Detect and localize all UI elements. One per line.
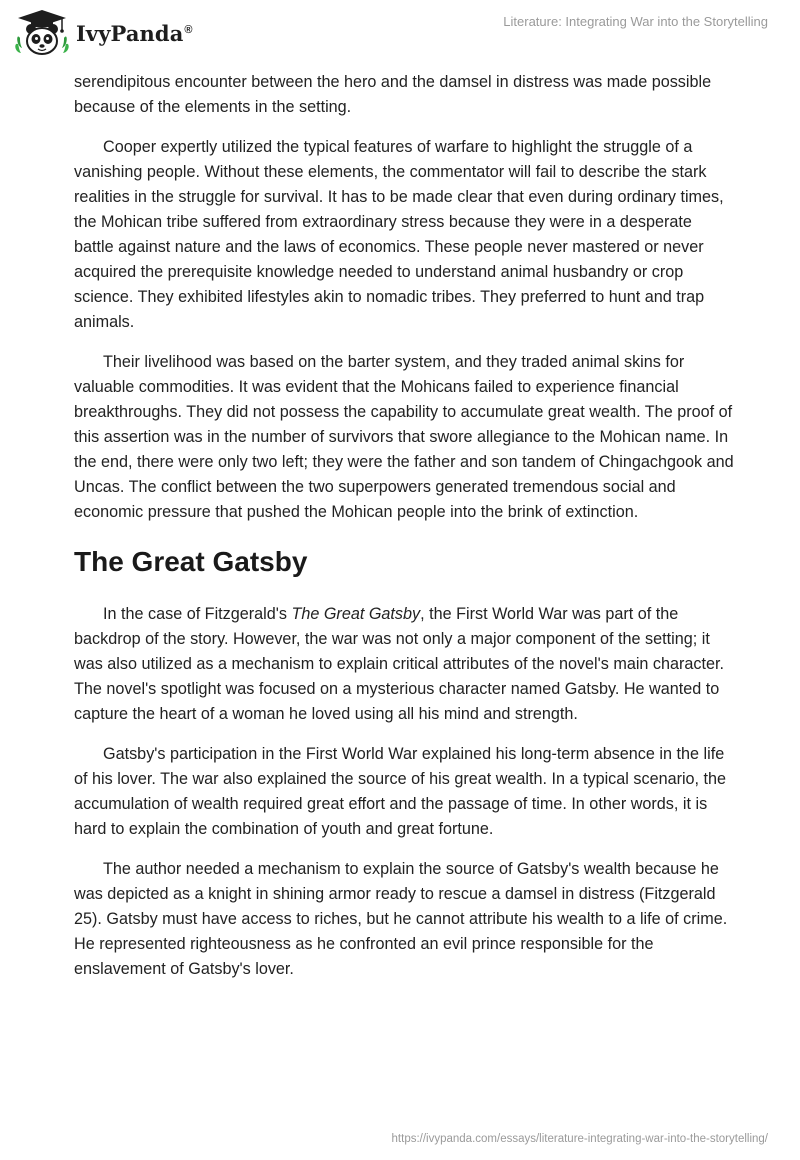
book-title-italic: The Great Gatsby <box>291 605 421 623</box>
paragraph-gatsby-wealth: The author needed a mechanism to explain the source of Gatsby's wealth because he was depicted as a knight in shining armor ready to rescue a damsel in distress (Fitzgerald 25). Gatsby must have access to riches, but he cannot attribute his wealth to a life of crime. He represented righteousness as he confronted an evil prince responsible for the enslavement of Gatsby's lover. <box>74 860 728 978</box>
paragraph-continued: serendipitous encounter between the hero and the damsel in distress was made possible because of the elements in the setting. <box>74 73 712 116</box>
paragraph-cooper-warfare: Cooper expertly utilized the typical features of warfare to highlight the struggle of a vanishing people. Without these elements, the commentator will fail to describe the stark realities in the struggle for survival. It has to be made clear that even during ordinary times, the Mohican tribe suffered from extraordinary stress because they were in a desperate battle against nature and the laws of economics. These people never mastered or never acquired the prerequisite knowledge needed to understand animal husbandry or crop science. They exhibited lifestyles akin to nomadic tribes. They preferred to hunt and trap animals. <box>74 138 724 331</box>
registered-mark: ® <box>184 23 193 36</box>
paragraph-barter-system: Their livelihood was based on the barter system, and they traded animal skins for valuable commodities. It was evident that the Mohicans failed to experience financial breakthroughs. They did not possess the capability to accumulate great wealth. The proof of this assertion was in the number of survivors that swore allegiance to the Mohican name. In the end, there were only two left; they were the father and son tandem of Chingachgook and Uncas. The conflict between the two superpowers generated tremendous social and economic pressure that pushed the Mohican people into the brink of extinction. <box>74 353 734 521</box>
panda-graduate-icon <box>14 8 70 58</box>
section-heading-great-gatsby: The Great Gatsby <box>74 546 308 577</box>
source-url[interactable]: https://ivypanda.com/essays/literature-integrating-war-into-the-storytelling/ <box>391 1133 768 1145</box>
essay-body <box>74 70 734 997</box>
paragraph-fitzgerald-intro <box>74 602 734 727</box>
page-header <box>0 0 800 70</box>
paragraph-gatsby-war: Gatsby's participation in the First World War explained his long-term absence in the life of his lover. The war also explained the source of his great wealth. In a typical scenario, the accumulation of wealth required great effort and the passage of time. In other words, it is hard to explain the combination of youth and great fortune. <box>74 745 727 838</box>
document-title: Literature: Integrating War into the Storytelling <box>503 14 768 29</box>
brand-name: IvyPanda® <box>76 20 193 46</box>
paragraph-text-post: , the First World War was part of the backdrop of the story. However, the war was not only a major component of the setting; it was also utilized as a mechanism to explain critical attributes of the novel's main character. The novel's spotlight was focused on a mysterious character named Gatsby. He wanted to capture the heart of a woman he loved using all his mind and strength. <box>74 605 724 723</box>
ivypanda-logo[interactable] <box>14 8 193 58</box>
paragraph-text-pre: In the case of Fitzgerald's <box>103 605 292 623</box>
